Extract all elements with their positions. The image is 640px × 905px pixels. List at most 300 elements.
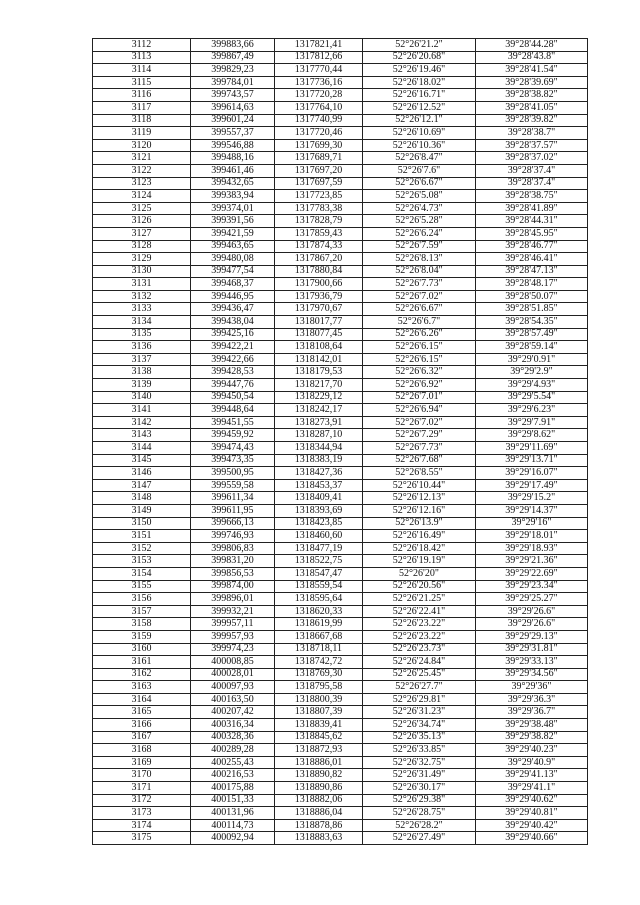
- x-coordinate-cell: 400092,94: [191, 832, 275, 845]
- table-row: [93, 227, 588, 240]
- point-number-cell: 3118: [93, 114, 191, 127]
- table-row: [93, 693, 588, 706]
- longitude-cell: 39°28'48.17": [476, 278, 588, 291]
- y-coordinate-cell: 1318142,01: [275, 353, 363, 366]
- point-number-cell: 3137: [93, 353, 191, 366]
- longitude-cell: 39°29'26.6": [476, 618, 588, 631]
- latitude-cell: 52°26'35.13": [363, 731, 476, 744]
- y-coordinate-cell: 1318522,75: [275, 555, 363, 568]
- y-coordinate-cell: 1318795,58: [275, 681, 363, 694]
- latitude-cell: 52°26'20.56": [363, 580, 476, 593]
- y-coordinate-cell: 1318620,33: [275, 605, 363, 618]
- x-coordinate-cell: 400316,34: [191, 719, 275, 732]
- point-number-cell: 3175: [93, 832, 191, 845]
- x-coordinate-cell: 399447,76: [191, 379, 275, 392]
- table-row: [93, 794, 588, 807]
- y-coordinate-cell: 1318886,01: [275, 756, 363, 769]
- x-coordinate-cell: 400028,01: [191, 668, 275, 681]
- latitude-cell: 52°26'7.73": [363, 278, 476, 291]
- latitude-cell: 52°26'28.2": [363, 819, 476, 832]
- longitude-cell: 39°29'31.81": [476, 643, 588, 656]
- table-row: [93, 353, 588, 366]
- point-number-cell: 3136: [93, 341, 191, 354]
- y-coordinate-cell: 1318845,62: [275, 731, 363, 744]
- x-coordinate-cell: 400289,28: [191, 744, 275, 757]
- longitude-cell: 39°29'41.1": [476, 782, 588, 795]
- y-coordinate-cell: 1317697,20: [275, 164, 363, 177]
- coordinates-table: [92, 38, 588, 845]
- latitude-cell: 52°26'27.49": [363, 832, 476, 845]
- point-number-cell: 3173: [93, 807, 191, 820]
- y-coordinate-cell: 1317880,84: [275, 265, 363, 278]
- latitude-cell: 52°26'7.02": [363, 290, 476, 303]
- longitude-cell: 39°28'45.95": [476, 227, 588, 240]
- longitude-cell: 39°28'43.8": [476, 51, 588, 64]
- table-row: [93, 127, 588, 140]
- x-coordinate-cell: 399488,16: [191, 152, 275, 165]
- latitude-cell: 52°26'8.55": [363, 467, 476, 480]
- y-coordinate-cell: 1318108,64: [275, 341, 363, 354]
- table-row: [93, 139, 588, 152]
- point-number-cell: 3163: [93, 681, 191, 694]
- point-number-cell: 3127: [93, 227, 191, 240]
- latitude-cell: 52°26'6.67": [363, 177, 476, 190]
- longitude-cell: 39°28'41.05": [476, 101, 588, 114]
- x-coordinate-cell: 399957,93: [191, 630, 275, 643]
- longitude-cell: 39°28'37.57": [476, 139, 588, 152]
- x-coordinate-cell: 399448,64: [191, 404, 275, 417]
- table-row: [93, 618, 588, 631]
- longitude-cell: 39°28'57.49": [476, 328, 588, 341]
- latitude-cell: 52°26'19.46": [363, 64, 476, 77]
- latitude-cell: 52°26'34.74": [363, 719, 476, 732]
- latitude-cell: 52°26'29.81": [363, 693, 476, 706]
- longitude-cell: 39°28'39.69": [476, 76, 588, 89]
- point-number-cell: 3166: [93, 719, 191, 732]
- y-coordinate-cell: 1318287,10: [275, 429, 363, 442]
- latitude-cell: 52°26'7.59": [363, 240, 476, 253]
- y-coordinate-cell: 1318619,99: [275, 618, 363, 631]
- y-coordinate-cell: 1318423,85: [275, 517, 363, 530]
- y-coordinate-cell: 1318477,19: [275, 542, 363, 555]
- y-coordinate-cell: 1318453,37: [275, 479, 363, 492]
- x-coordinate-cell: 399459,92: [191, 429, 275, 442]
- table-row: [93, 530, 588, 543]
- latitude-cell: 52°26'6.26": [363, 328, 476, 341]
- latitude-cell: 52°26'18.02": [363, 76, 476, 89]
- latitude-cell: 52°26'20.68": [363, 51, 476, 64]
- y-coordinate-cell: 1318427,36: [275, 467, 363, 480]
- x-coordinate-cell: 400163,50: [191, 693, 275, 706]
- longitude-cell: 39°29'38.48": [476, 719, 588, 732]
- latitude-cell: 52°26'8.04": [363, 265, 476, 278]
- table-row: [93, 101, 588, 114]
- latitude-cell: 52°26'6.7": [363, 316, 476, 329]
- latitude-cell: 52°26'18.42": [363, 542, 476, 555]
- point-number-cell: 3134: [93, 316, 191, 329]
- table-row: [93, 64, 588, 77]
- y-coordinate-cell: 1318839,41: [275, 719, 363, 732]
- x-coordinate-cell: 399829,23: [191, 64, 275, 77]
- x-coordinate-cell: 399611,95: [191, 504, 275, 517]
- x-coordinate-cell: 399743,57: [191, 89, 275, 102]
- latitude-cell: 52°26'7.68": [363, 454, 476, 467]
- x-coordinate-cell: 399461,46: [191, 164, 275, 177]
- x-coordinate-cell: 399614,63: [191, 101, 275, 114]
- latitude-cell: 52°26'22.41": [363, 605, 476, 618]
- point-number-cell: 3129: [93, 253, 191, 266]
- y-coordinate-cell: 1317770,44: [275, 64, 363, 77]
- table-row: [93, 731, 588, 744]
- point-number-cell: 3133: [93, 303, 191, 316]
- longitude-cell: 39°29'2.9": [476, 366, 588, 379]
- x-coordinate-cell: 399432,65: [191, 177, 275, 190]
- latitude-cell: 52°26'5.28": [363, 215, 476, 228]
- y-coordinate-cell: 1318769,30: [275, 668, 363, 681]
- table-row: [93, 152, 588, 165]
- longitude-cell: 39°29'36.7": [476, 706, 588, 719]
- y-coordinate-cell: 1318878,86: [275, 819, 363, 832]
- y-coordinate-cell: 1318886,04: [275, 807, 363, 820]
- y-coordinate-cell: 1318273,91: [275, 416, 363, 429]
- latitude-cell: 52°26'19.19": [363, 555, 476, 568]
- longitude-cell: 39°28'46.77": [476, 240, 588, 253]
- x-coordinate-cell: 400207,42: [191, 706, 275, 719]
- table-row: [93, 719, 588, 732]
- x-coordinate-cell: 399874,00: [191, 580, 275, 593]
- longitude-cell: 39°28'37.4": [476, 164, 588, 177]
- y-coordinate-cell: 1317764,10: [275, 101, 363, 114]
- table-row: [93, 164, 588, 177]
- longitude-cell: 39°29'40.9": [476, 756, 588, 769]
- point-number-cell: 3153: [93, 555, 191, 568]
- point-number-cell: 3139: [93, 379, 191, 392]
- x-coordinate-cell: 399438,04: [191, 316, 275, 329]
- y-coordinate-cell: 1318217,70: [275, 379, 363, 392]
- longitude-cell: 39°29'40.42": [476, 819, 588, 832]
- longitude-cell: 39°29'4.93": [476, 379, 588, 392]
- point-number-cell: 3167: [93, 731, 191, 744]
- table-row: [93, 580, 588, 593]
- latitude-cell: 52°26'8.47": [363, 152, 476, 165]
- point-number-cell: 3121: [93, 152, 191, 165]
- y-coordinate-cell: 1318595,64: [275, 593, 363, 606]
- latitude-cell: 52°26'33.85": [363, 744, 476, 757]
- y-coordinate-cell: 1318742,72: [275, 656, 363, 669]
- table-row: [93, 265, 588, 278]
- x-coordinate-cell: 399856,53: [191, 567, 275, 580]
- table-row: [93, 391, 588, 404]
- table-row: [93, 454, 588, 467]
- longitude-cell: 39°29'40.23": [476, 744, 588, 757]
- x-coordinate-cell: 399480,08: [191, 253, 275, 266]
- table-row: [93, 316, 588, 329]
- x-coordinate-cell: 399746,93: [191, 530, 275, 543]
- table-row: [93, 681, 588, 694]
- y-coordinate-cell: 1318872,93: [275, 744, 363, 757]
- table-row: [93, 819, 588, 832]
- point-number-cell: 3160: [93, 643, 191, 656]
- point-number-cell: 3161: [93, 656, 191, 669]
- table-row: [93, 756, 588, 769]
- x-coordinate-cell: 399601,24: [191, 114, 275, 127]
- y-coordinate-cell: 1318890,82: [275, 769, 363, 782]
- y-coordinate-cell: 1317723,85: [275, 190, 363, 203]
- table-row: [93, 328, 588, 341]
- longitude-cell: 39°29'15.2": [476, 492, 588, 505]
- x-coordinate-cell: 399383,94: [191, 190, 275, 203]
- y-coordinate-cell: 1317740,99: [275, 114, 363, 127]
- latitude-cell: 52°26'28.75": [363, 807, 476, 820]
- x-coordinate-cell: 400131,96: [191, 807, 275, 820]
- longitude-cell: 39°28'38.7": [476, 127, 588, 140]
- longitude-cell: 39°28'41.89": [476, 202, 588, 215]
- table-row: [93, 542, 588, 555]
- latitude-cell: 52°26'7.29": [363, 429, 476, 442]
- x-coordinate-cell: 399957,11: [191, 618, 275, 631]
- x-coordinate-cell: 400255,43: [191, 756, 275, 769]
- longitude-cell: 39°28'38.82": [476, 89, 588, 102]
- x-coordinate-cell: 400328,36: [191, 731, 275, 744]
- y-coordinate-cell: 1318890,86: [275, 782, 363, 795]
- x-coordinate-cell: 399468,37: [191, 278, 275, 291]
- point-number-cell: 3144: [93, 442, 191, 455]
- point-number-cell: 3156: [93, 593, 191, 606]
- x-coordinate-cell: 399436,47: [191, 303, 275, 316]
- y-coordinate-cell: 1317874,33: [275, 240, 363, 253]
- longitude-cell: 39°29'29.13": [476, 630, 588, 643]
- longitude-cell: 39°28'39.82": [476, 114, 588, 127]
- y-coordinate-cell: 1318883,63: [275, 832, 363, 845]
- longitude-cell: 39°29'25.27": [476, 593, 588, 606]
- point-number-cell: 3135: [93, 328, 191, 341]
- point-number-cell: 3122: [93, 164, 191, 177]
- y-coordinate-cell: 1318017,77: [275, 316, 363, 329]
- y-coordinate-cell: 1317689,71: [275, 152, 363, 165]
- x-coordinate-cell: 399473,35: [191, 454, 275, 467]
- latitude-cell: 52°26'10.36": [363, 139, 476, 152]
- x-coordinate-cell: 399421,59: [191, 227, 275, 240]
- table-row: [93, 656, 588, 669]
- x-coordinate-cell: 400216,53: [191, 769, 275, 782]
- longitude-cell: 39°29'0.91": [476, 353, 588, 366]
- point-number-cell: 3170: [93, 769, 191, 782]
- x-coordinate-cell: 399974,23: [191, 643, 275, 656]
- x-coordinate-cell: 399463,65: [191, 240, 275, 253]
- x-coordinate-cell: 400175,88: [191, 782, 275, 795]
- longitude-cell: 39°29'23.34": [476, 580, 588, 593]
- latitude-cell: 52°26'12.16": [363, 504, 476, 517]
- table-row: [93, 240, 588, 253]
- longitude-cell: 39°29'38.82": [476, 731, 588, 744]
- table-row: [93, 177, 588, 190]
- x-coordinate-cell: 399451,55: [191, 416, 275, 429]
- longitude-cell: 39°28'44.28": [476, 39, 588, 52]
- table-row: [93, 366, 588, 379]
- x-coordinate-cell: 399831,20: [191, 555, 275, 568]
- table-row: [93, 290, 588, 303]
- longitude-cell: 39°29'26.6": [476, 605, 588, 618]
- x-coordinate-cell: 399425,16: [191, 328, 275, 341]
- point-number-cell: 3119: [93, 127, 191, 140]
- point-number-cell: 3172: [93, 794, 191, 807]
- longitude-cell: 39°29'18.93": [476, 542, 588, 555]
- y-coordinate-cell: 1318409,41: [275, 492, 363, 505]
- longitude-cell: 39°28'41.54": [476, 64, 588, 77]
- x-coordinate-cell: 399422,66: [191, 353, 275, 366]
- x-coordinate-cell: 400097,93: [191, 681, 275, 694]
- x-coordinate-cell: 399474,43: [191, 442, 275, 455]
- table-row: [93, 744, 588, 757]
- table-row: [93, 202, 588, 215]
- longitude-cell: 39°28'37.4": [476, 177, 588, 190]
- latitude-cell: 52°26'6.15": [363, 341, 476, 354]
- y-coordinate-cell: 1317697,59: [275, 177, 363, 190]
- longitude-cell: 39°29'40.81": [476, 807, 588, 820]
- y-coordinate-cell: 1317936,79: [275, 290, 363, 303]
- y-coordinate-cell: 1318667,68: [275, 630, 363, 643]
- point-number-cell: 3117: [93, 101, 191, 114]
- latitude-cell: 52°26'23.73": [363, 643, 476, 656]
- latitude-cell: 52°26'7.02": [363, 416, 476, 429]
- point-number-cell: 3147: [93, 479, 191, 492]
- latitude-cell: 52°26'12.13": [363, 492, 476, 505]
- point-number-cell: 3120: [93, 139, 191, 152]
- longitude-cell: 39°28'37.02": [476, 152, 588, 165]
- x-coordinate-cell: 399422,21: [191, 341, 275, 354]
- table-row: [93, 630, 588, 643]
- longitude-cell: 39°29'40.62": [476, 794, 588, 807]
- longitude-cell: 39°29'17.49": [476, 479, 588, 492]
- longitude-cell: 39°28'59.14": [476, 341, 588, 354]
- longitude-cell: 39°28'44.31": [476, 215, 588, 228]
- latitude-cell: 52°26'13.9": [363, 517, 476, 530]
- table-row: [93, 504, 588, 517]
- y-coordinate-cell: 1317867,20: [275, 253, 363, 266]
- x-coordinate-cell: 399500,95: [191, 467, 275, 480]
- table-row: [93, 769, 588, 782]
- y-coordinate-cell: 1318718,11: [275, 643, 363, 656]
- latitude-cell: 52°26'23.22": [363, 618, 476, 631]
- longitude-cell: 39°29'34.56": [476, 668, 588, 681]
- point-number-cell: 3158: [93, 618, 191, 631]
- table-row: [93, 379, 588, 392]
- x-coordinate-cell: 399477,54: [191, 265, 275, 278]
- table-row: [93, 416, 588, 429]
- x-coordinate-cell: 399666,13: [191, 517, 275, 530]
- y-coordinate-cell: 1318344,94: [275, 442, 363, 455]
- point-number-cell: 3130: [93, 265, 191, 278]
- point-number-cell: 3116: [93, 89, 191, 102]
- latitude-cell: 52°26'7.01": [363, 391, 476, 404]
- longitude-cell: 39°28'47.13": [476, 265, 588, 278]
- latitude-cell: 52°26'29.38": [363, 794, 476, 807]
- x-coordinate-cell: 399546,88: [191, 139, 275, 152]
- latitude-cell: 52°26'6.24": [363, 227, 476, 240]
- table-row: [93, 190, 588, 203]
- coordinates-table-body: [93, 39, 588, 845]
- longitude-cell: 39°29'41.13": [476, 769, 588, 782]
- y-coordinate-cell: 1317859,43: [275, 227, 363, 240]
- table-row: [93, 278, 588, 291]
- table-row: [93, 643, 588, 656]
- table-row: [93, 467, 588, 480]
- latitude-cell: 52°26'25.45": [363, 668, 476, 681]
- point-number-cell: 3128: [93, 240, 191, 253]
- point-number-cell: 3124: [93, 190, 191, 203]
- x-coordinate-cell: 399806,83: [191, 542, 275, 555]
- x-coordinate-cell: 399374,01: [191, 202, 275, 215]
- table-row: [93, 76, 588, 89]
- y-coordinate-cell: 1317783,38: [275, 202, 363, 215]
- latitude-cell: 52°26'27.7": [363, 681, 476, 694]
- table-row: [93, 832, 588, 845]
- table-row: [93, 807, 588, 820]
- latitude-cell: 52°26'21.2": [363, 39, 476, 52]
- y-coordinate-cell: 1317720,28: [275, 89, 363, 102]
- x-coordinate-cell: 399559,58: [191, 479, 275, 492]
- x-coordinate-cell: 399883,66: [191, 39, 275, 52]
- point-number-cell: 3113: [93, 51, 191, 64]
- table-row: [93, 253, 588, 266]
- longitude-cell: 39°28'46.41": [476, 253, 588, 266]
- point-number-cell: 3148: [93, 492, 191, 505]
- y-coordinate-cell: 1318179,53: [275, 366, 363, 379]
- point-number-cell: 3151: [93, 530, 191, 543]
- point-number-cell: 3141: [93, 404, 191, 417]
- latitude-cell: 52°26'6.94": [363, 404, 476, 417]
- y-coordinate-cell: 1317970,67: [275, 303, 363, 316]
- y-coordinate-cell: 1318393,69: [275, 504, 363, 517]
- point-number-cell: 3155: [93, 580, 191, 593]
- y-coordinate-cell: 1317720,46: [275, 127, 363, 140]
- longitude-cell: 39°29'40.66": [476, 832, 588, 845]
- x-coordinate-cell: 399784,01: [191, 76, 275, 89]
- point-number-cell: 3149: [93, 504, 191, 517]
- table-row: [93, 442, 588, 455]
- table-row: [93, 303, 588, 316]
- longitude-cell: 39°29'11.69": [476, 442, 588, 455]
- table-row: [93, 706, 588, 719]
- point-number-cell: 3174: [93, 819, 191, 832]
- longitude-cell: 39°29'13.71": [476, 454, 588, 467]
- y-coordinate-cell: 1318242,17: [275, 404, 363, 417]
- longitude-cell: 39°28'50.07": [476, 290, 588, 303]
- x-coordinate-cell: 399896,01: [191, 593, 275, 606]
- point-number-cell: 3143: [93, 429, 191, 442]
- y-coordinate-cell: 1318383,19: [275, 454, 363, 467]
- latitude-cell: 52°26'30.17": [363, 782, 476, 795]
- x-coordinate-cell: 400008,85: [191, 656, 275, 669]
- y-coordinate-cell: 1317699,30: [275, 139, 363, 152]
- point-number-cell: 3171: [93, 782, 191, 795]
- point-number-cell: 3142: [93, 416, 191, 429]
- point-number-cell: 3162: [93, 668, 191, 681]
- latitude-cell: 52°26'7.6": [363, 164, 476, 177]
- point-number-cell: 3132: [93, 290, 191, 303]
- point-number-cell: 3125: [93, 202, 191, 215]
- y-coordinate-cell: 1318882,06: [275, 794, 363, 807]
- table-row: [93, 517, 588, 530]
- point-number-cell: 3152: [93, 542, 191, 555]
- latitude-cell: 52°26'8.13": [363, 253, 476, 266]
- table-row: [93, 782, 588, 795]
- point-number-cell: 3169: [93, 756, 191, 769]
- point-number-cell: 3145: [93, 454, 191, 467]
- table-row: [93, 215, 588, 228]
- table-row: [93, 567, 588, 580]
- x-coordinate-cell: 399450,54: [191, 391, 275, 404]
